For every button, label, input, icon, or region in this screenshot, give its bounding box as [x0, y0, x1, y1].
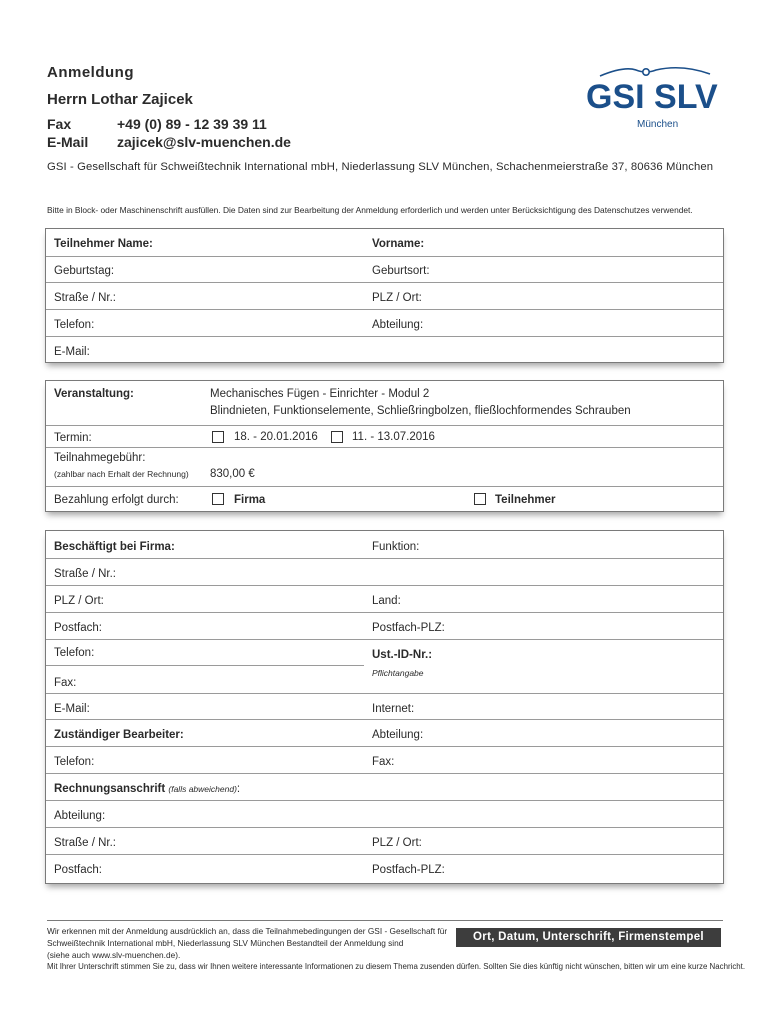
date-row [46, 425, 723, 448]
company-section [45, 530, 724, 884]
employer-row[interactable] [46, 531, 723, 559]
billing-row [46, 773, 723, 801]
function-label: Funktion: [372, 541, 420, 553]
contact-fax-label: Fax: [372, 756, 395, 768]
company-zip-row[interactable] [46, 585, 723, 613]
department-label: Abteilung: [372, 319, 424, 331]
billing-colon: : [236, 783, 241, 795]
event-label: Veranstaltung: [54, 388, 134, 400]
phone-label: Telefon: [54, 319, 95, 331]
company-phone-label: Telefon: [54, 647, 95, 659]
recipient-name: Herrn Lothar Zajicek [47, 91, 193, 108]
email-label: E-Mail [47, 134, 89, 150]
fill-in-note: Bitte in Block- oder Maschinenschrift ausfüllen. Die Daten sind zur Bearbeitung der Anmeldung erforderlich und werden unter Berücksichtigung des Datenschutzes verwendet. [47, 205, 693, 215]
fee-label: Teilnahmegebühr: [54, 452, 146, 464]
participant-name-row[interactable] [46, 229, 723, 257]
internet-label: Internet: [372, 703, 415, 715]
email-address[interactable]: zajicek@slv-muenchen.de [117, 134, 291, 150]
consent-line: Mit Ihrer Unterschrift stimmen Sie zu, dass wir Ihnen weitere interessante Informationen zu diesem Thema zusenden dürfen. Sollten Sie dies künftig nicht wünschen, bitten wir um eine kurze Nachricht. [47, 962, 746, 971]
birthplace-label: Geburtsort: [372, 265, 430, 277]
contact-phone-row[interactable] [46, 746, 723, 774]
billing-department-row[interactable] [46, 800, 723, 828]
firstname-label: Vorname: [372, 238, 425, 250]
company-street-row[interactable] [46, 558, 723, 586]
logo-subtitle: München [637, 119, 679, 130]
billing-pobox-zip-label: Postfach-PLZ: [372, 864, 445, 876]
fee-note: (zahlbar nach Erhalt der Rechnung) [54, 469, 189, 479]
payment-participant-label: Teilnehmer [495, 494, 556, 506]
event-section [45, 380, 724, 512]
vat-id-label: Ust.-ID-Nr.: [372, 649, 433, 661]
employer-label: Beschäftigt bei Firma: [54, 541, 175, 553]
date2-checkbox[interactable] [331, 431, 343, 443]
date2-text: 11. - 13.07.2016 [352, 431, 435, 443]
participant-name-label: Teilnehmer Name: [54, 238, 153, 250]
event-title-line1: Mechanisches Fügen - Einrichter - Modul 2 [210, 388, 430, 400]
company-email-row[interactable] [46, 693, 723, 720]
contact-row[interactable] [46, 719, 723, 747]
participant-email-label: E-Mail: [54, 346, 90, 358]
terms-line3: (siehe auch www.slv-muenchen.de). [47, 950, 181, 960]
fee-row [46, 447, 723, 487]
date1-text: 18. - 20.01.2016 [234, 431, 318, 443]
payment-row [46, 486, 723, 511]
street-row[interactable] [46, 282, 723, 310]
billing-department-label: Abteilung: [54, 810, 106, 822]
company-email-label: E-Mail: [54, 703, 90, 715]
terms-line1: Wir erkennen mit der Anmeldung ausdrücklich an, dass die Teilnahmebedingungen der GSI - Gesellschaft für [47, 926, 448, 936]
billing-pobox-label: Postfach: [54, 864, 102, 876]
contact-label: Zuständiger Bearbeiter: [54, 729, 184, 741]
pobox-label: Postfach: [54, 622, 102, 634]
fax-label: Fax [47, 116, 72, 132]
event-title-line2: Blindnieten, Funktionselemente, Schließringbolzen, fließlochformendes Schrauben [210, 405, 631, 417]
date-label: Termin: [54, 432, 92, 444]
event-row [46, 381, 723, 426]
company-address: GSI - Gesellschaft für Schweißtechnik International mbH, Niederlassung SLV München, Schachenmeierstraße 37, 80636 München [47, 161, 714, 173]
billing-pobox-row[interactable] [46, 854, 723, 883]
company-pobox-row[interactable] [46, 612, 723, 640]
billing-street-row[interactable] [46, 827, 723, 855]
contact-department-label: Abteilung: [372, 729, 424, 741]
participant-section [45, 228, 724, 363]
company-street-label: Straße / Nr.: [54, 568, 116, 580]
fax-number: +49 (0) 89 - 12 39 39 11 [117, 116, 267, 132]
street-label: Straße / Nr.: [54, 292, 116, 304]
payment-company-label: Firma [234, 494, 266, 506]
email-row[interactable] [46, 336, 723, 362]
phone-row[interactable] [46, 309, 723, 337]
terms-line2: Schweißtechnik International mbH, Niederlassung SLV München Bestandteil der Anmeldung sind [47, 938, 404, 948]
zip-city-label: PLZ / Ort: [372, 292, 422, 304]
birthday-row[interactable] [46, 256, 723, 283]
signature-field[interactable]: Ort, Datum, Unterschrift, Firmenstempel [456, 928, 721, 947]
company-fax-label: Fax: [54, 677, 77, 689]
billing-note: (falls abweichend) [168, 784, 237, 794]
footer-divider [47, 920, 723, 921]
birthday-label: Geburtstag: [54, 265, 115, 277]
payment-label: Bezahlung erfolgt durch: [54, 494, 179, 506]
pobox-zip-label: Postfach-PLZ: [372, 622, 445, 634]
country-label: Land: [372, 595, 401, 607]
company-phone-row[interactable] [46, 639, 723, 666]
company-fax-row[interactable] [46, 665, 723, 694]
payment-participant-checkbox[interactable] [474, 493, 486, 505]
billing-street-label: Straße / Nr.: [54, 837, 116, 849]
vat-note: Pflichtangabe [372, 668, 424, 678]
fee-value: 830,00 € [210, 468, 255, 480]
payment-company-checkbox[interactable] [212, 493, 224, 505]
contact-phone-label: Telefon: [54, 756, 95, 768]
logo-text: GSI SLV [586, 78, 718, 116]
company-zip-city-label: PLZ / Ort: [54, 595, 104, 607]
form-title: Anmeldung [47, 64, 134, 81]
date1-checkbox[interactable] [212, 431, 224, 443]
billing-zip-city-label: PLZ / Ort: [372, 837, 422, 849]
billing-heading [54, 783, 240, 795]
billing-label: Rechnungsanschrift [54, 783, 166, 795]
